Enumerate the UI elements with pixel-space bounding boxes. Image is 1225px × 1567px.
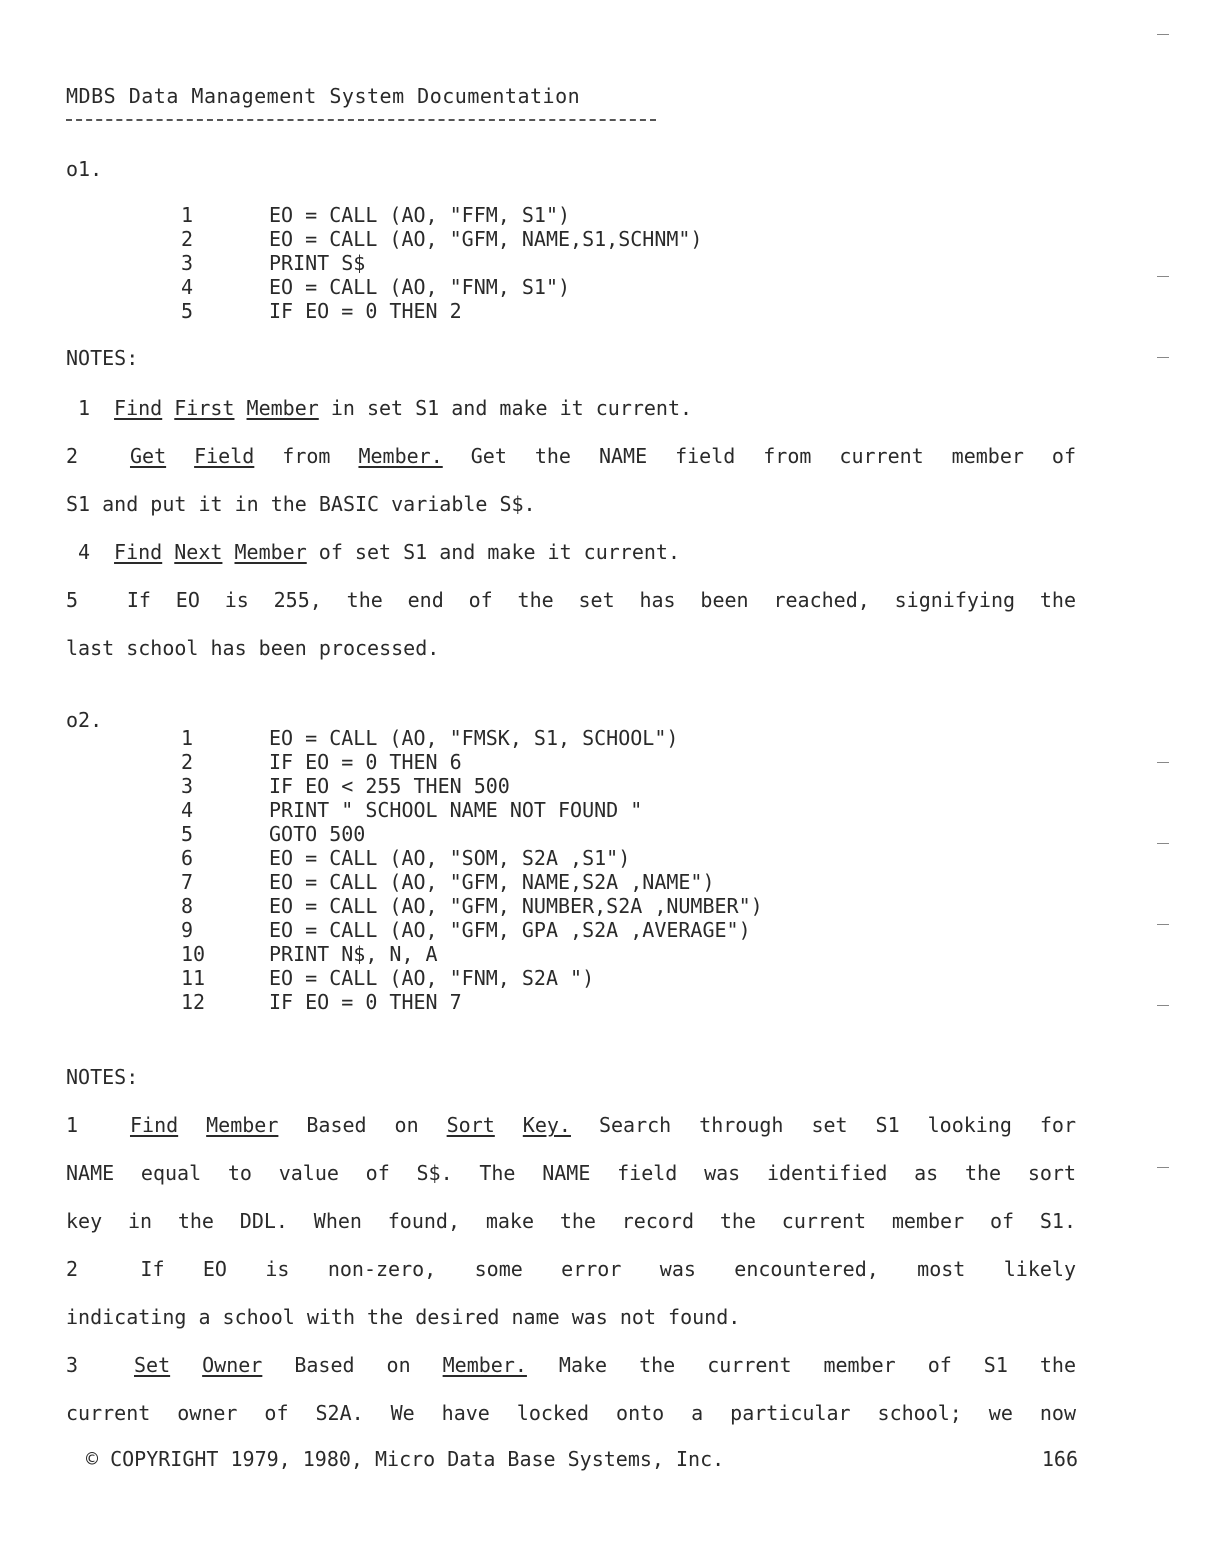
note-item — [66, 576, 1076, 624]
page-number: 166 — [1041, 1447, 1078, 1471]
line-number: 3 — [181, 251, 194, 275]
note-term: Owner — [202, 1353, 263, 1377]
notes-label-o1: NOTES: — [66, 346, 139, 370]
note-term: Member. — [442, 1353, 527, 1377]
line-number: 8 — [181, 894, 194, 918]
note-number: 5 — [66, 588, 79, 612]
note-item — [66, 384, 1076, 432]
note-number: 2 — [66, 1257, 79, 1281]
line-number: 1 — [181, 726, 194, 750]
code-line — [181, 822, 763, 846]
note-term: Member — [206, 1113, 279, 1137]
code-listing-o1 — [181, 203, 702, 323]
code-text: EO = CALL (AO, "FNM, S2A ") — [269, 966, 595, 990]
note-continuation: NAME equal to value of S$. The NAME field was identified as the sort — [66, 1161, 1076, 1185]
note-item — [66, 1341, 1076, 1389]
note-continuation: current owner of S2A. We have locked onto a particular school; we now — [66, 1401, 1076, 1425]
note-item — [66, 1245, 1076, 1293]
line-number: 9 — [181, 918, 194, 942]
notes-label-o2: NOTES: — [66, 1065, 139, 1089]
page-header: MDBS Data Management System Documentation — [66, 84, 581, 108]
note-text: Based on — [294, 1353, 411, 1377]
code-line — [181, 251, 702, 275]
code-line — [181, 726, 763, 750]
note-number: 1 — [77, 396, 91, 420]
note-continuation: key in the DDL. When found, make the record the current member of S1. — [66, 1209, 1076, 1233]
margin-tick — [1157, 924, 1169, 925]
line-number: 10 — [181, 942, 206, 966]
note-text: Based on — [306, 1113, 419, 1137]
note-term: Get — [129, 444, 167, 468]
line-number: 12 — [181, 990, 206, 1014]
note-term: Find — [129, 1113, 179, 1137]
code-line — [181, 870, 763, 894]
code-text: EO = CALL (AO, "GFM, NAME,S2A ,NAME") — [269, 870, 715, 894]
margin-tick — [1157, 276, 1169, 277]
code-line — [181, 990, 763, 1014]
code-line — [181, 918, 763, 942]
code-text: PRINT N$, N, A — [269, 942, 438, 966]
line-number: 2 — [181, 750, 194, 774]
code-line — [181, 966, 763, 990]
line-number: 7 — [181, 870, 194, 894]
code-line — [181, 798, 763, 822]
note-item — [66, 432, 1076, 480]
line-number: 4 — [181, 275, 194, 299]
code-text: EO = CALL (AO, "FMSK, S1, SCHOOL") — [269, 726, 679, 750]
code-line — [181, 750, 763, 774]
margin-tick — [1157, 357, 1169, 358]
code-text: EO = CALL (AO, "GFM, GPA ,S2A ,AVERAGE") — [269, 918, 751, 942]
code-text: IF EO = 0 THEN 6 — [269, 750, 462, 774]
note-text: from — [282, 444, 331, 468]
code-text: EO = CALL (AO, "SOM, S2A ,S1") — [269, 846, 631, 870]
margin-tick — [1157, 1005, 1169, 1006]
code-line — [181, 846, 763, 870]
note-text: of set S1 and make it current. — [318, 540, 681, 564]
page-footer — [86, 1447, 1078, 1471]
copyright-notice: © COPYRIGHT 1979, 1980, Micro Data Base Systems, Inc. — [86, 1447, 725, 1471]
code-text: PRINT S$ — [269, 251, 366, 275]
note-term: Set — [134, 1353, 171, 1377]
code-line — [181, 275, 702, 299]
line-number: 4 — [181, 798, 194, 822]
note-term: Member — [234, 540, 307, 564]
note-term: Find — [114, 396, 163, 420]
code-text: IF EO = 0 THEN 7 — [269, 990, 462, 1014]
code-line — [181, 942, 763, 966]
note-number: 3 — [66, 1353, 79, 1377]
note-continuation: indicating a school with the desired name was not found. — [66, 1305, 741, 1329]
note-number: 2 — [66, 444, 79, 468]
line-number: 6 — [181, 846, 194, 870]
notes-o2 — [66, 1101, 1076, 1437]
line-number: 3 — [181, 774, 194, 798]
margin-tick — [1157, 843, 1169, 844]
note-term: Field — [194, 444, 255, 468]
note-text: Make the current member of S1 the — [558, 1353, 1076, 1377]
header-rule — [66, 119, 656, 121]
code-text: EO = CALL (AO, "FNM, S1") — [269, 275, 571, 299]
code-line — [181, 774, 763, 798]
code-listing-o2 — [181, 726, 763, 1014]
code-text: PRINT " SCHOOL NAME NOT FOUND " — [269, 798, 643, 822]
code-line — [181, 894, 763, 918]
note-number: 4 — [77, 540, 91, 564]
note-text: If EO is non-zero, some error was encountered, most likely — [140, 1257, 1076, 1281]
code-text: EO = CALL (AO, "GFM, NAME,S1,SCHNM") — [269, 227, 703, 251]
note-text: Get the NAME field from current member of — [470, 444, 1076, 468]
line-number: 5 — [181, 822, 194, 846]
note-text: in set S1 and make it current. — [330, 396, 693, 420]
code-line — [181, 299, 702, 323]
notes-o1 — [66, 384, 1076, 672]
line-number: 11 — [181, 966, 206, 990]
note-term: Member. — [358, 444, 443, 468]
margin-tick — [1157, 762, 1169, 763]
code-text: EO = CALL (AO, "FFM, S1") — [269, 203, 571, 227]
note-text: If EO is 255, the end of the set has been reached, signifying the — [126, 588, 1077, 612]
code-text: EO = CALL (AO, "GFM, NUMBER,S2A ,NUMBER") — [269, 894, 763, 918]
note-continuation: last school has been processed. — [66, 636, 440, 660]
note-text: Search through set S1 looking for — [598, 1113, 1077, 1137]
note-continuation: S1 and put it in the BASIC variable S$. — [66, 492, 536, 516]
note-item — [66, 528, 1076, 576]
note-item — [66, 1101, 1076, 1149]
note-term: First — [174, 396, 235, 420]
line-number: 1 — [181, 203, 194, 227]
margin-tick — [1157, 34, 1169, 35]
section-marker-o2: o2. — [66, 708, 103, 732]
code-text: GOTO 500 — [269, 822, 366, 846]
note-term: Member — [246, 396, 319, 420]
code-line — [181, 227, 702, 251]
margin-tick — [1157, 1167, 1169, 1168]
note-term: Key. — [522, 1113, 571, 1137]
section-marker-o1: o1. — [66, 157, 103, 181]
code-line — [181, 203, 702, 227]
note-term: Find — [114, 540, 163, 564]
line-number: 5 — [181, 299, 194, 323]
note-term: Sort — [446, 1113, 495, 1137]
note-number: 1 — [66, 1113, 79, 1137]
code-text: IF EO = 0 THEN 2 — [269, 299, 462, 323]
code-text: IF EO < 255 THEN 500 — [269, 774, 510, 798]
note-term: Next — [174, 540, 223, 564]
line-number: 2 — [181, 227, 194, 251]
